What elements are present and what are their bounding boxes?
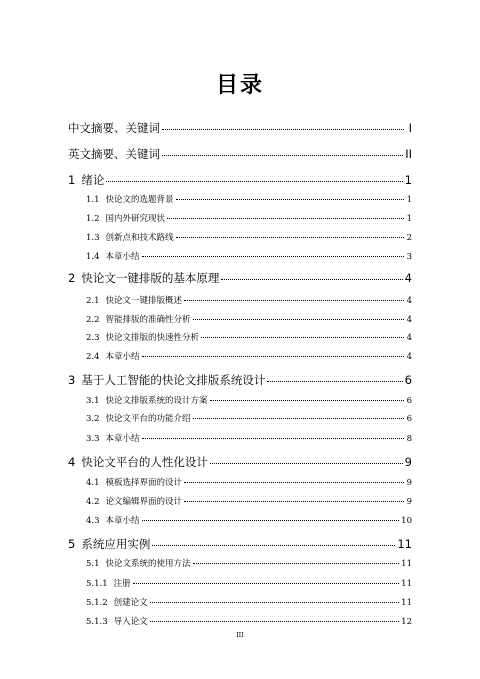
toc-entry[interactable]	[68, 596, 412, 608]
toc-entry-text: 论文编辑界面的设计	[105, 497, 183, 507]
toc-entry-page: 4	[406, 296, 412, 306]
toc-entry-number: 3.3	[86, 434, 100, 444]
toc-entry-text: 注册	[113, 579, 131, 589]
toc-entry-text: 创新点和技术路线	[105, 233, 174, 243]
toc-entry-text: 本章小结	[105, 352, 140, 362]
toc-entry-number: 3	[68, 373, 76, 387]
toc-entry-number: 3.2	[86, 414, 100, 424]
toc-entry[interactable]	[68, 557, 412, 569]
toc-entry-page: 12	[401, 617, 412, 627]
toc-leader-dots	[193, 319, 404, 320]
toc-entry-text: 快论文排版的快速性分析	[105, 333, 200, 343]
toc-entry-number: 4.3	[86, 516, 100, 526]
toc-entry-number: 5.1.1	[86, 579, 108, 589]
toc-entry-text: 本章小结	[105, 252, 140, 262]
toc-entry-page: 9	[406, 478, 412, 488]
toc-entry-number: 2.2	[86, 315, 100, 325]
toc-entry-page: 1	[404, 173, 412, 187]
toc-entry-text: 本章小结	[105, 516, 140, 526]
toc-entry-text: 本章小结	[105, 434, 140, 444]
toc-entry-text: 快论文平台的人性化设计	[81, 455, 208, 469]
toc-entry-number: 4.2	[86, 497, 100, 507]
toc-entry-number: 5.1.3	[86, 617, 108, 627]
toc-entry-page: 6	[406, 396, 412, 406]
toc-leader-dots	[176, 199, 404, 200]
toc-leader-dots	[150, 602, 400, 603]
toc-entry[interactable]	[68, 454, 412, 470]
toc-entry-text: 导入论文	[113, 617, 148, 627]
toc-leader-dots	[201, 337, 404, 338]
toc-entry-page: 11	[397, 537, 412, 551]
toc-leader-dots	[184, 482, 404, 483]
toc-entry-text: 快论文的选题背景	[105, 195, 174, 205]
toc-entry-page: Ⅰ	[408, 121, 412, 135]
toc-entry-page: II	[405, 147, 412, 161]
toc-entry[interactable]	[68, 577, 412, 589]
toc-entry[interactable]	[68, 412, 412, 424]
toc-entry[interactable]	[68, 514, 412, 526]
toc-leader-dots	[133, 583, 400, 584]
toc-leader-dots	[193, 418, 404, 419]
toc-entry-page: 10	[401, 516, 412, 526]
toc-leader-dots	[162, 129, 404, 130]
toc-leader-dots	[142, 256, 404, 257]
toc-entry[interactable]	[68, 394, 412, 406]
toc-entry[interactable]	[68, 231, 412, 243]
toc-entry[interactable]	[68, 250, 412, 262]
toc-entry[interactable]	[68, 146, 412, 162]
toc-leader-dots	[167, 218, 404, 219]
page-number: III	[236, 632, 244, 639]
toc-entry[interactable]	[68, 313, 412, 325]
toc-entry[interactable]	[68, 432, 412, 444]
toc-entry[interactable]	[68, 212, 412, 224]
toc-entry-text: 基于人工智能的快论文排版系统设计	[81, 373, 266, 387]
toc-entry-text: 智能排版的准确性分析	[105, 315, 191, 325]
toc-entry-text: 快论文一键排版的基本原理	[81, 271, 220, 285]
toc-entry-text: 英文摘要、关键词	[68, 147, 160, 161]
toc-entry-text: 快论文排版系统的设计方案	[105, 396, 208, 406]
toc-leader-dots	[106, 181, 402, 182]
toc-entry-number: 3.1	[86, 396, 100, 406]
toc-entry-number: 4.1	[86, 478, 100, 488]
toc-entry[interactable]	[68, 495, 412, 507]
toc-entry[interactable]	[68, 193, 412, 205]
toc-leader-dots	[142, 356, 404, 357]
toc-entry[interactable]	[68, 331, 412, 343]
toc-entry[interactable]	[68, 536, 412, 552]
toc-entry[interactable]	[68, 120, 412, 136]
toc-entry-page: 11	[401, 579, 412, 589]
toc-entry-page: 4	[406, 333, 412, 343]
toc-leader-dots	[210, 400, 404, 401]
toc-entry[interactable]	[68, 476, 412, 488]
toc-entry-number: 2.4	[86, 352, 100, 362]
toc-entry-number: 2.1	[86, 296, 100, 306]
toc-entry-page: 1	[406, 195, 412, 205]
toc-leader-dots	[142, 520, 400, 521]
toc-entry-text: 系统应用实例	[81, 537, 151, 551]
toc-leader-dots	[184, 501, 404, 502]
toc-entry-number: 5.1	[86, 559, 100, 569]
toc-entry-number: 2	[68, 271, 76, 285]
toc-entry-page: 11	[401, 559, 412, 569]
toc-entry-page: 6	[406, 414, 412, 424]
toc-entry-number: 1.2	[86, 214, 100, 224]
toc-entry-page: 9	[404, 455, 412, 469]
toc-entry[interactable]	[68, 294, 412, 306]
toc-entry-page: 8	[406, 434, 412, 444]
toc-entry[interactable]	[68, 372, 412, 388]
toc-entry-number: 2.3	[86, 333, 100, 343]
toc-entry-page: 9	[406, 497, 412, 507]
toc-entry-text: 创建论文	[113, 598, 148, 608]
toc-entry-page: 6	[404, 373, 412, 387]
toc-leader-dots	[267, 381, 402, 382]
toc-entry[interactable]	[68, 615, 412, 627]
toc-entry-number: 1	[68, 173, 76, 187]
toc-entry-page: 4	[406, 352, 412, 362]
toc-entry-page: 11	[401, 598, 412, 608]
toc-entry[interactable]	[68, 270, 412, 286]
toc-entry-page: 1	[406, 214, 412, 224]
toc-leader-dots	[162, 155, 403, 156]
toc-leader-dots	[152, 545, 395, 546]
toc-entry-page: 3	[406, 252, 412, 262]
toc-entry-number: 4	[68, 455, 76, 469]
toc-entry-number: 1.4	[86, 252, 100, 262]
toc-leader-dots	[176, 237, 404, 238]
toc-leader-dots	[184, 300, 404, 301]
toc-entry-text: 快论文系统的使用方法	[105, 559, 191, 569]
toc-leader-dots	[150, 621, 400, 622]
toc-entry-text: 绪论	[81, 173, 105, 187]
toc-entry-page: 2	[406, 233, 412, 243]
toc-leader-dots	[210, 463, 403, 464]
toc-entry-text: 快论文平台的功能介绍	[105, 414, 191, 424]
toc-entry-number: 1.3	[86, 233, 100, 243]
toc-entry-number: 1.1	[86, 195, 100, 205]
toc-leader-dots	[142, 438, 404, 439]
toc-entry[interactable]	[68, 172, 412, 188]
toc-title: 目录	[215, 73, 264, 98]
toc-entry-number: 5.1.2	[86, 598, 108, 608]
toc-leader-dots	[221, 279, 402, 280]
toc-entry-text: 国内外研究现状	[105, 214, 166, 224]
toc-entry-page: 4	[404, 271, 412, 285]
toc-entry-number: 5	[68, 537, 76, 551]
toc-leader-dots	[193, 563, 400, 564]
toc-entry-text: 快论文一键排版概述	[105, 296, 183, 306]
toc-entry-page: 4	[406, 315, 412, 325]
toc-entry[interactable]	[68, 350, 412, 362]
toc-entry-text: 中文摘要、关键词	[68, 121, 160, 135]
toc-entry-text: 模板选择界面的设计	[105, 478, 183, 488]
